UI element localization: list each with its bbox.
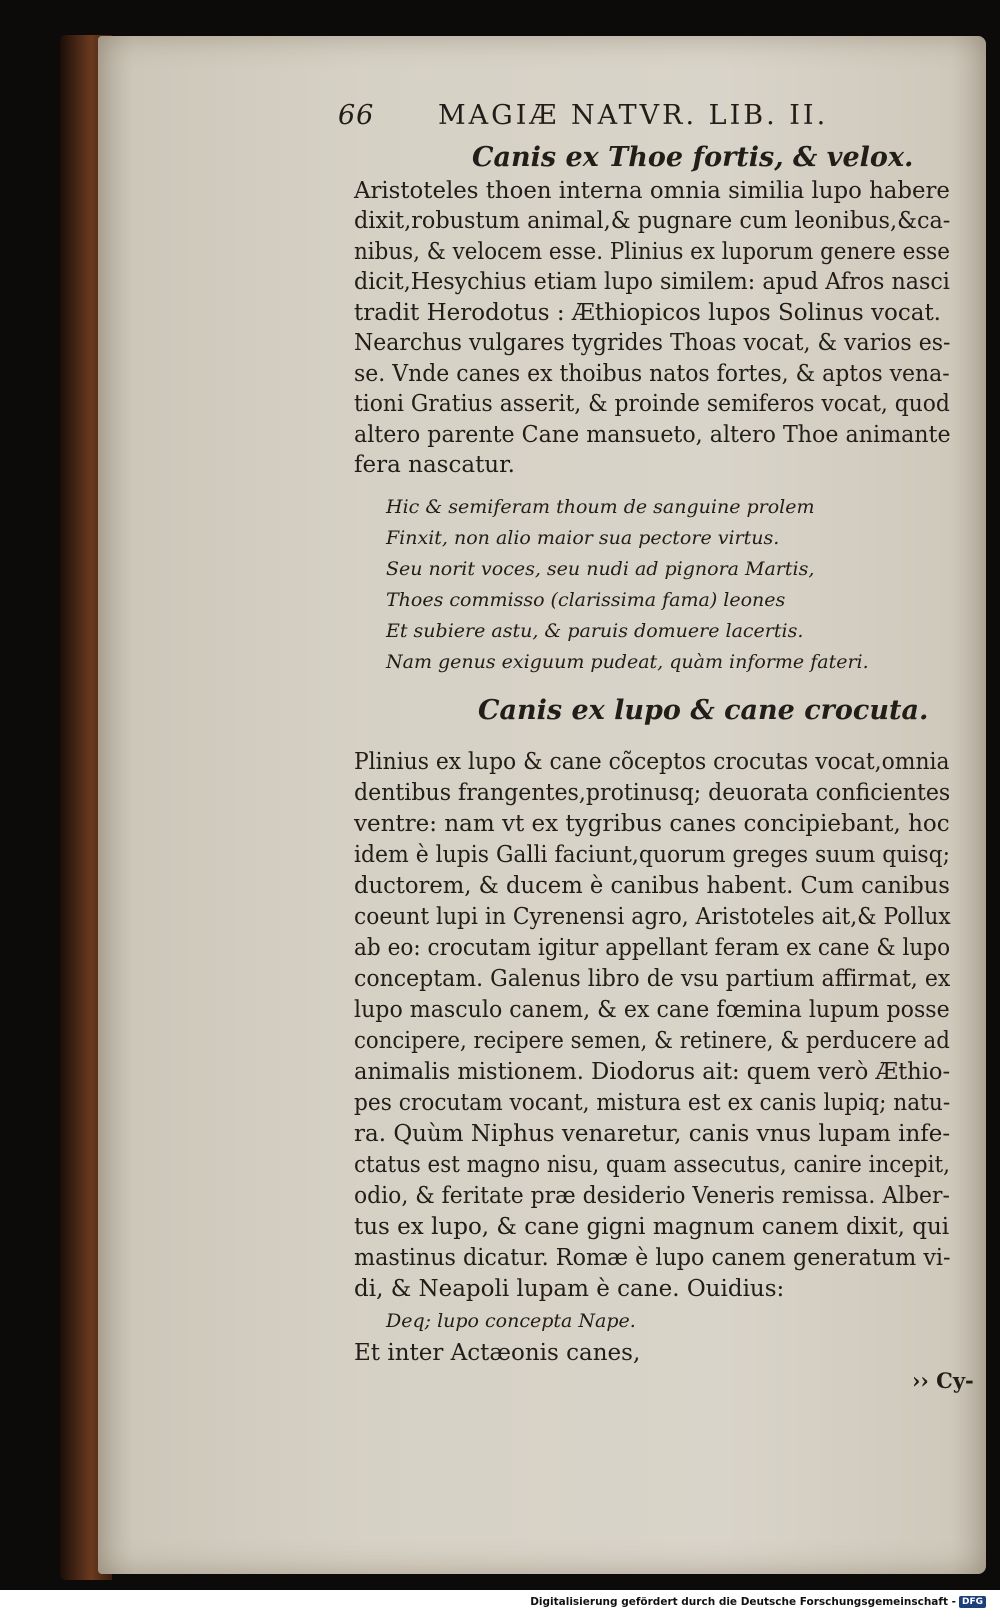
text-line: concipere, recipere semen, & retinere, & perducere ad: [354, 1028, 950, 1054]
text-line: altero parente Cane mansueto, altero Thoe animante: [354, 422, 951, 448]
text-line: Aristoteles thoen interna omnia similia lupo habere: [354, 178, 950, 204]
text-line: conceptam. Galenus libro de vsu partium affirmat, ex: [354, 966, 951, 992]
text-line: tus ex lupo, & cane gigni magnum canem dixit, qui: [354, 1214, 950, 1240]
text-line: Nearchus vulgares tygrides Thoas vocat, & varios es-: [354, 330, 951, 356]
page-number: 66: [338, 100, 375, 131]
verse-line: Et subiere astu, & paruis domuere lacertis.: [386, 620, 804, 642]
text-line: nibus, & velocem esse. Plinius ex luporum genere esse: [354, 239, 950, 265]
text-line: se. Vnde canes ex thoibus natos fortes, & aptos vena-: [354, 361, 950, 387]
running-head-title: MAGIÆ NATVR. LIB. II.: [438, 100, 829, 131]
text-line: animalis mistionem. Diodorus ait: quem verò Æthio-: [354, 1059, 951, 1085]
text-line: dicit,Hesychius etiam lupo similem: apud Afros nasci: [354, 269, 950, 295]
footer-text: Digitalisierung gefördert durch die Deutsche Forschungsgemeinschaft -: [530, 1596, 956, 1608]
text-line: odio, & feritate præ desiderio Veneris remissa. Alber-: [354, 1183, 950, 1209]
text-line: lupo masculo canem, & ex cane fœmina lupum posse: [354, 997, 950, 1023]
verse-line: Hic & semiferam thoum de sanguine prolem: [386, 496, 815, 518]
footer-credit: [530, 1596, 986, 1608]
text-line: pes crocutam vocant, mistura est ex canis lupiq; natu-: [354, 1090, 951, 1116]
text-line: idem è lupis Galli faciunt,quorum greges suum quisq;: [354, 842, 950, 868]
dfg-logo-icon: DFG: [959, 1596, 986, 1608]
text-line: tioni Gratius asserit, & proinde semiferos vocat, quod: [354, 391, 950, 417]
text-line: dentibus frangentes,protinusq; deuorata conficientes: [354, 780, 951, 806]
text-line: Plinius ex lupo & cane cõceptos crocutas vocat,omnia: [354, 749, 950, 775]
section-heading-thoe: Canis ex Thoe fortis, & velox.: [472, 142, 914, 173]
text-line: ctatus est magno nisu, quam assecutus, canire incepit,: [354, 1152, 950, 1178]
running-head: [338, 100, 858, 131]
text-line: coeunt lupi in Cyrenensi agro, Aristoteles ait,& Pollux: [354, 904, 951, 930]
catchword: ›› Cy-: [912, 1368, 974, 1393]
text-line: Et inter Actæonis canes,: [354, 1340, 641, 1366]
verse-line: Thoes commisso (clarissima fama) leones: [386, 589, 786, 611]
verse-line: Seu norit voces, seu nudi ad pignora Martis,: [386, 558, 815, 580]
section-heading-crocuta: Canis ex lupo & cane crocuta.: [478, 695, 929, 726]
text-line: dixit,robustum animal,& pugnare cum leonibus,&ca-: [354, 208, 951, 234]
text-line: ab eo: crocutam igitur appellant feram ex cane & lupo: [354, 935, 951, 961]
text-line: di, & Neapoli lupam è cane. Ouidius:: [354, 1276, 785, 1302]
text-line: ductorem, & ducem è canibus habent. Cum canibus: [354, 873, 950, 899]
verse-line: Finxit, non alio maior sua pectore virtus.: [386, 527, 780, 549]
text-line: ventre: nam vt ex tygribus canes concipiebant, hoc: [354, 811, 950, 837]
text-line: tradit Herodotus : Æthiopicos lupos Solinus vocat.: [354, 300, 941, 326]
verse-line: Nam genus exiguum pudeat, quàm informe fateri.: [386, 651, 869, 673]
text-line: mastinus dicatur. Romæ è lupo canem generatum vi-: [354, 1245, 951, 1271]
quote-line: Deq; lupo concepta Nape.: [386, 1310, 636, 1332]
text-line: ra. Quùm Niphus venaretur, canis vnus lupam infe-: [354, 1121, 951, 1147]
text-line: fera nascatur.: [354, 452, 515, 478]
